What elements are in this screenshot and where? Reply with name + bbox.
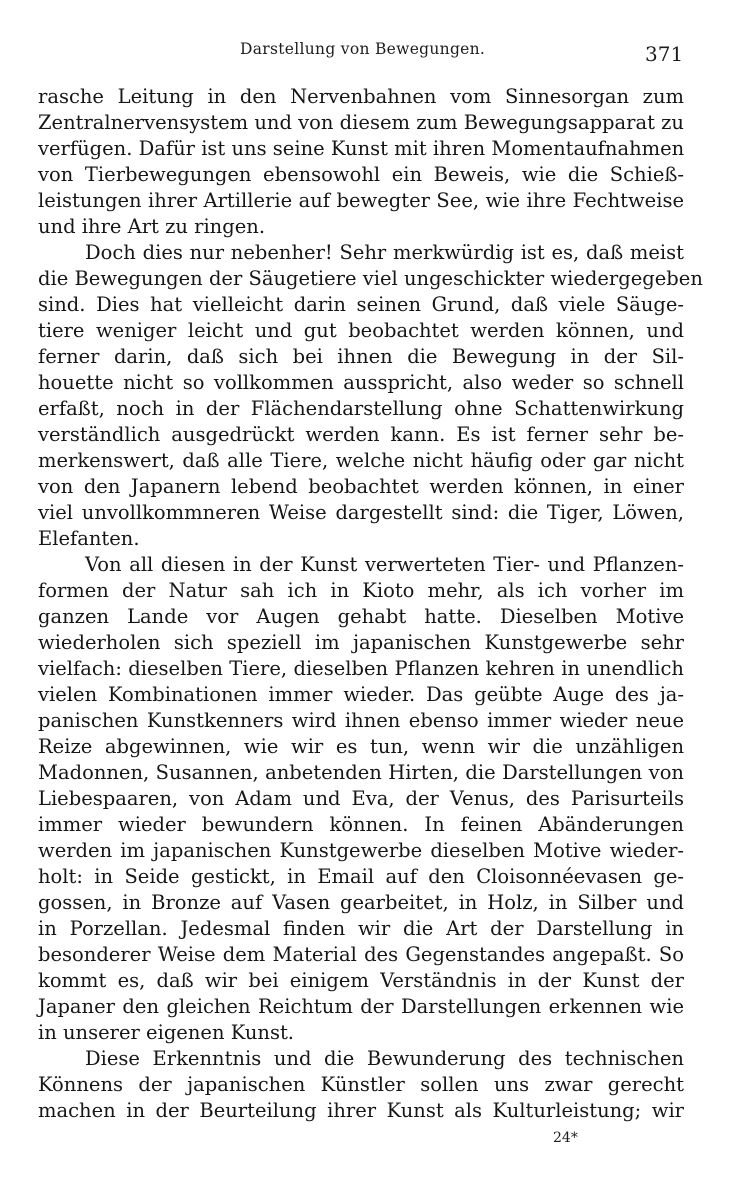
text-line: verfügen. Dafür ist uns seine Kunst mit ihren Momentaufnahmen bbox=[38, 137, 685, 160]
text-line: viel unvollkommneren Weise dargestellt sind: die Tiger, Löwen, bbox=[38, 501, 684, 524]
text-line: besonderer Weise dem Material des Gegenstandes angepaßt. So bbox=[38, 943, 684, 966]
text-line: Japaner den gleichen Reichtum der Darstellungen erkennen wie bbox=[38, 995, 684, 1018]
text-line: houette nicht so vollkommen ausspricht, also weder so schnell bbox=[38, 371, 684, 394]
text-line: in unserer eigenen Kunst. bbox=[38, 1021, 294, 1044]
text-line: formen der Natur sah ich in Kioto mehr, als ich vorher im bbox=[38, 579, 684, 602]
signature-mark: 24* bbox=[553, 1130, 578, 1146]
text-line: sind. Dies hat vielleicht darin seinen Grund, daß viele Säuge- bbox=[38, 293, 684, 316]
text-line: ganzen Lande vor Augen gehabt hatte. Dieselben Motive bbox=[38, 605, 684, 628]
text-line: immer wieder bewundern können. In feinen Abänderungen bbox=[38, 813, 684, 836]
text-line: Könnens der japanischen Künstler sollen uns zwar gerecht bbox=[38, 1073, 684, 1096]
text-line: Zentralnervensystem und von diesem zum Bewegungsapparat zu bbox=[38, 111, 684, 134]
text-line: und ihre Art zu ringen. bbox=[38, 215, 266, 238]
text-line: panischen Kunstkenners wird ihnen ebenso immer wieder neue bbox=[38, 709, 684, 732]
text-line: leistungen ihrer Artillerie auf bewegter See, wie ihre Fechtweise bbox=[38, 189, 684, 212]
text-line: Doch dies nur nebenher! Sehr merkwürdig ist es, daß meist bbox=[85, 241, 684, 264]
text-line: vielfach: dieselben Tiere, dieselben Pflanzen kehren in unendlich bbox=[38, 657, 684, 680]
text-line: in Porzellan. Jedesmal finden wir die Art der Darstellung in bbox=[38, 917, 684, 940]
text-line: tiere weniger leicht und gut beobachtet werden können, und bbox=[38, 319, 684, 342]
running-head: Darstellung von Bewegungen. bbox=[240, 40, 486, 58]
text-line: wiederholen sich speziell im japanischen Kunstgewerbe sehr bbox=[38, 631, 684, 654]
text-line: Von all diesen in der Kunst verwerteten Tier- und Pflanzen- bbox=[85, 553, 684, 576]
text-line: machen in der Beurteilung ihrer Kunst als Kulturleistung; wir bbox=[38, 1099, 684, 1122]
text-line: rasche Leitung in den Nervenbahnen vom Sinnesorgan zum bbox=[38, 85, 684, 108]
text-line: kommt es, daß wir bei einigem Verständnis in der Kunst der bbox=[38, 969, 684, 992]
text-line: die Bewegungen der Säugetiere viel ungeschickter wiedergegeben bbox=[38, 267, 703, 290]
text-line: Madonnen, Susannen, anbetenden Hirten, die Darstellungen von bbox=[38, 761, 684, 784]
text-line: merkenswert, daß alle Tiere, welche nicht häufig oder gar nicht bbox=[38, 449, 684, 472]
text-line: Reize abgewinnen, wie wir es tun, wenn wir die unzähligen bbox=[38, 735, 684, 758]
text-line: ferner darin, daß sich bei ihnen die Bewegung in der Sil- bbox=[38, 345, 684, 368]
page-number: 371 bbox=[645, 42, 684, 66]
text-line: holt: in Seide gestickt, in Email auf den Cloisonnéevasen ge- bbox=[38, 865, 684, 888]
text-line: verständlich ausgedrückt werden kann. Es ist ferner sehr be- bbox=[38, 423, 684, 446]
text-line: Elefanten. bbox=[38, 527, 140, 550]
text-line: von den Japanern lebend beobachtet werden können, in einer bbox=[38, 475, 684, 498]
text-line: gossen, in Bronze auf Vasen gearbeitet, in Holz, in Silber und bbox=[38, 891, 684, 914]
text-line: erfaßt, noch in der Flächendarstellung ohne Schattenwirkung bbox=[38, 397, 684, 420]
text-line: Liebespaaren, von Adam und Eva, der Venus, des Parisurteils bbox=[38, 787, 684, 810]
text-line: vielen Kombinationen immer wieder. Das geübte Auge des ja- bbox=[38, 683, 684, 706]
text-line: von Tierbewegungen ebensowohl ein Beweis, wie die Schieß- bbox=[38, 163, 684, 186]
text-line: werden im japanischen Kunstgewerbe dieselben Motive wieder- bbox=[38, 839, 684, 862]
text-line: Diese Erkenntnis und die Bewunderung des technischen bbox=[85, 1047, 684, 1070]
